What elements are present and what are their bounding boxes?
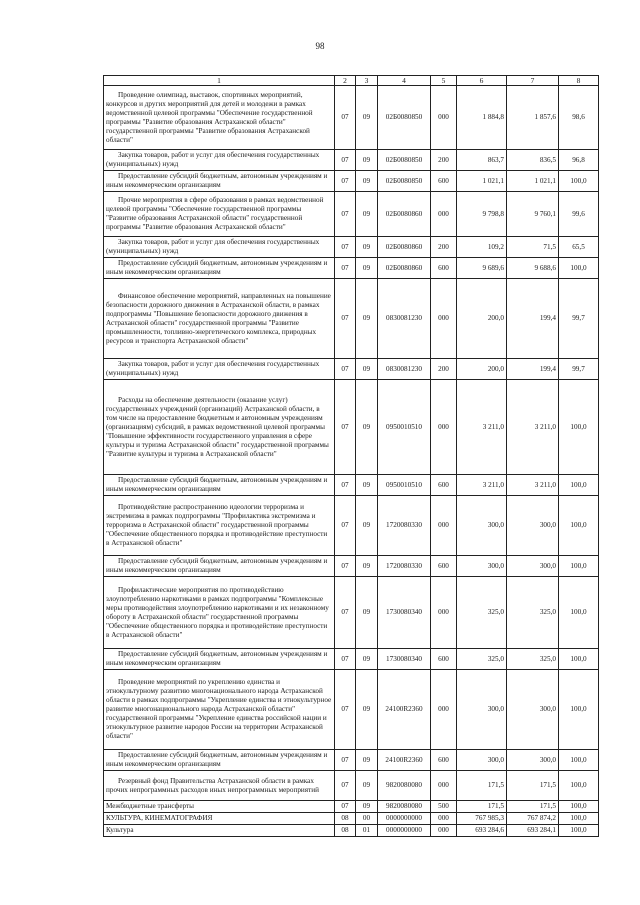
- table-row: [104, 359, 599, 380]
- expense-name: Межбюджетные трансферты: [104, 801, 335, 813]
- expense-type-code: 000: [431, 86, 457, 150]
- subsection-code: 09: [356, 86, 378, 150]
- actual-amount: 171,5: [507, 801, 559, 813]
- expense-name: Закупка товаров, работ и услуг для обеспечения государственных (муниципальных) нужд: [104, 150, 335, 171]
- table-row: [104, 556, 599, 577]
- subsection-code: 09: [356, 258, 378, 279]
- execution-percent: 100,0: [559, 801, 599, 813]
- execution-percent: 100,0: [559, 475, 599, 496]
- expense-type-code: 000: [431, 279, 457, 359]
- planned-amount: 325,0: [457, 649, 507, 670]
- planned-amount: 767 985,3: [457, 813, 507, 825]
- target-article-code: 02Б0080860: [378, 258, 431, 279]
- target-article-code: 9820080080: [378, 771, 431, 801]
- execution-percent: 99,7: [559, 279, 599, 359]
- table-row: [104, 750, 599, 771]
- expense-type-code: 200: [431, 237, 457, 258]
- expense-type-code: 000: [431, 825, 457, 837]
- actual-amount: 836,5: [507, 150, 559, 171]
- table-row: [104, 237, 599, 258]
- subsection-code: 09: [356, 237, 378, 258]
- expense-type-code: 600: [431, 171, 457, 192]
- target-article-code: 24100R2360: [378, 750, 431, 771]
- execution-percent: 100,0: [559, 771, 599, 801]
- target-article-code: 1730080340: [378, 649, 431, 670]
- target-article-code: 0830081230: [378, 359, 431, 380]
- actual-amount: 300,0: [507, 496, 559, 556]
- actual-amount: 1 021,1: [507, 171, 559, 192]
- section-code: 07: [335, 279, 356, 359]
- actual-amount: 9 760,1: [507, 192, 559, 237]
- expense-type-code: 000: [431, 496, 457, 556]
- column-number: 3: [356, 76, 378, 86]
- expense-type-code: 600: [431, 556, 457, 577]
- section-code: 08: [335, 825, 356, 837]
- expense-name: Противодействие распространению идеологии терроризма и экстремизма в рамках подпрограммы "Профилактика экстремизма и терроризма в Астраханской области" государственной программы "Обеспечение общественного порядка и противодействие преступности в Астраханской области": [104, 496, 335, 556]
- subsection-code: 09: [356, 556, 378, 577]
- target-article-code: 02Б0080850: [378, 171, 431, 192]
- expense-name: Прочие мероприятия в сфере образования в рамках ведомственной целевой программы "Обеспечение государственной программы "Развитие образования Астраханской области" государственной программы "Развитие образования Астраханской области": [104, 192, 335, 237]
- actual-amount: 3 211,0: [507, 380, 559, 475]
- planned-amount: 1 884,8: [457, 86, 507, 150]
- target-article-code: 02Б0080850: [378, 86, 431, 150]
- expense-type-code: 200: [431, 359, 457, 380]
- section-code: 07: [335, 380, 356, 475]
- target-article-code: 0950010510: [378, 380, 431, 475]
- expense-name: Предоставление субсидий бюджетным, автономным учреждениям и иным некоммерческим организациям: [104, 649, 335, 670]
- actual-amount: 171,5: [507, 771, 559, 801]
- target-article-code: 02Б0080860: [378, 192, 431, 237]
- target-article-code: 1730080340: [378, 577, 431, 649]
- table-row: [104, 192, 599, 237]
- column-number: 2: [335, 76, 356, 86]
- expense-type-code: 000: [431, 577, 457, 649]
- section-code: 07: [335, 359, 356, 380]
- actual-amount: 300,0: [507, 750, 559, 771]
- execution-percent: 99,7: [559, 359, 599, 380]
- target-article-code: 02Б0080850: [378, 150, 431, 171]
- expense-name: Финансовое обеспечение мероприятий, направленных на повышение безопасности дорожного движения в Астраханской области, в рамках подпрограммы "Повышение безопасности дорожного движения в Астраханской области" государственной программы "Развитие промышленности, топливно-энергетического комплекса, природных ресурсов и транспорта Астраханской области": [104, 279, 335, 359]
- table-row: [104, 649, 599, 670]
- expense-name: Закупка товаров, работ и услуг для обеспечения государственных (муниципальных) нужд: [104, 359, 335, 380]
- expense-type-code: 000: [431, 771, 457, 801]
- planned-amount: 300,0: [457, 750, 507, 771]
- section-code: 07: [335, 801, 356, 813]
- section-code: 07: [335, 556, 356, 577]
- actual-amount: 767 874,2: [507, 813, 559, 825]
- actual-amount: 325,0: [507, 577, 559, 649]
- subsection-code: 09: [356, 801, 378, 813]
- column-number: 1: [104, 76, 335, 86]
- subsection-code: 09: [356, 670, 378, 750]
- target-article-code: 24100R2360: [378, 670, 431, 750]
- planned-amount: 325,0: [457, 577, 507, 649]
- subsection-code: 09: [356, 771, 378, 801]
- actual-amount: 300,0: [507, 670, 559, 750]
- expense-type-code: 000: [431, 670, 457, 750]
- subsection-code: 09: [356, 475, 378, 496]
- planned-amount: 300,0: [457, 670, 507, 750]
- table-row: [104, 150, 599, 171]
- planned-amount: 3 211,0: [457, 380, 507, 475]
- section-code: 07: [335, 237, 356, 258]
- table-row: [104, 171, 599, 192]
- table-row: [104, 496, 599, 556]
- budget-table: [103, 75, 599, 837]
- section-code: 07: [335, 496, 356, 556]
- actual-amount: 300,0: [507, 556, 559, 577]
- planned-amount: 3 211,0: [457, 475, 507, 496]
- table-row: [104, 801, 599, 813]
- execution-percent: 98,6: [559, 86, 599, 150]
- column-number: 4: [378, 76, 431, 86]
- subsection-code: 09: [356, 171, 378, 192]
- planned-amount: 109,2: [457, 237, 507, 258]
- actual-amount: 199,4: [507, 359, 559, 380]
- actual-amount: 9 688,6: [507, 258, 559, 279]
- section-code: 07: [335, 771, 356, 801]
- subsection-code: 09: [356, 750, 378, 771]
- column-number: 8: [559, 76, 599, 86]
- section-code: 07: [335, 258, 356, 279]
- planned-amount: 300,0: [457, 496, 507, 556]
- subsection-code: 09: [356, 150, 378, 171]
- section-code: 08: [335, 813, 356, 825]
- subsection-code: 09: [356, 380, 378, 475]
- planned-amount: 9 689,6: [457, 258, 507, 279]
- expense-name: Профилактические мероприятия по противодействию злоупотреблению наркотиками в рамках подпрограммы "Комплексные меры противодействия злоупотреблению наркотиками и их незаконному обороту в Астраханской области" государственной программы "Обеспечение общественного порядка и противодействие преступности в Астраханской области": [104, 577, 335, 649]
- expense-name: КУЛЬТУРА, КИНЕМАТОГРАФИЯ: [104, 813, 335, 825]
- section-code: 07: [335, 86, 356, 150]
- execution-percent: 100,0: [559, 649, 599, 670]
- subsection-code: 09: [356, 359, 378, 380]
- execution-percent: 100,0: [559, 577, 599, 649]
- target-article-code: 9820080080: [378, 801, 431, 813]
- section-code: 07: [335, 670, 356, 750]
- expense-type-code: 600: [431, 258, 457, 279]
- execution-percent: 65,5: [559, 237, 599, 258]
- expense-name: Предоставление субсидий бюджетным, автономным учреждениям и иным некоммерческим организациям: [104, 556, 335, 577]
- table-row: [104, 577, 599, 649]
- expense-type-code: 600: [431, 475, 457, 496]
- subsection-code: 01: [356, 825, 378, 837]
- expense-type-code: 600: [431, 750, 457, 771]
- section-code: 07: [335, 150, 356, 171]
- section-code: 07: [335, 192, 356, 237]
- actual-amount: 3 211,0: [507, 475, 559, 496]
- planned-amount: 863,7: [457, 150, 507, 171]
- expense-type-code: 200: [431, 150, 457, 171]
- execution-percent: 100,0: [559, 750, 599, 771]
- execution-percent: 100,0: [559, 813, 599, 825]
- column-number: 5: [431, 76, 457, 86]
- target-article-code: 02Б0080860: [378, 237, 431, 258]
- table-row: [104, 813, 599, 825]
- expense-type-code: 000: [431, 813, 457, 825]
- expense-name: Культура: [104, 825, 335, 837]
- target-article-code: 0830081230: [378, 279, 431, 359]
- expense-type-code: 000: [431, 380, 457, 475]
- page-number: 98: [315, 41, 325, 51]
- expense-type-code: 000: [431, 192, 457, 237]
- target-article-code: 1720080330: [378, 496, 431, 556]
- expense-name: Предоставление субсидий бюджетным, автономным учреждениям и иным некоммерческим организациям: [104, 750, 335, 771]
- table-row: [104, 86, 599, 150]
- expense-name: Резервный фонд Правительства Астраханской области в рамках прочих непрограммных расходов иных непрограммных мероприятий: [104, 771, 335, 801]
- execution-percent: 100,0: [559, 556, 599, 577]
- table-row: [104, 380, 599, 475]
- subsection-code: 09: [356, 192, 378, 237]
- execution-percent: 100,0: [559, 670, 599, 750]
- planned-amount: 171,5: [457, 801, 507, 813]
- expense-name: Предоставление субсидий бюджетным, автономным учреждениям и иным некоммерческим организациям: [104, 475, 335, 496]
- section-code: 07: [335, 475, 356, 496]
- actual-amount: 71,5: [507, 237, 559, 258]
- expense-name: Проведение олимпиад, выставок, спортивных мероприятий, конкурсов и других мероприятий для детей и молодежи в рамках ведомственной целевой программы "Обеспечение государственной программы "Развитие образования Астраханской области" государственной программы "Развитие образования Астраханской области": [104, 86, 335, 150]
- subsection-code: 09: [356, 577, 378, 649]
- planned-amount: 1 021,1: [457, 171, 507, 192]
- execution-percent: 100,0: [559, 258, 599, 279]
- planned-amount: 693 284,6: [457, 825, 507, 837]
- subsection-code: 00: [356, 813, 378, 825]
- subsection-code: 09: [356, 649, 378, 670]
- execution-percent: 99,6: [559, 192, 599, 237]
- column-number: 7: [507, 76, 559, 86]
- target-article-code: 0950010510: [378, 475, 431, 496]
- execution-percent: 100,0: [559, 496, 599, 556]
- target-article-code: 0000000000: [378, 825, 431, 837]
- expense-type-code: 500: [431, 801, 457, 813]
- execution-percent: 100,0: [559, 380, 599, 475]
- actual-amount: 693 284,1: [507, 825, 559, 837]
- section-code: 07: [335, 649, 356, 670]
- table-row: [104, 771, 599, 801]
- planned-amount: 9 798,8: [457, 192, 507, 237]
- subsection-code: 09: [356, 496, 378, 556]
- target-article-code: 0000000000: [378, 813, 431, 825]
- actual-amount: 1 857,6: [507, 86, 559, 150]
- column-number: 6: [457, 76, 507, 86]
- expense-type-code: 600: [431, 649, 457, 670]
- actual-amount: 199,4: [507, 279, 559, 359]
- subsection-code: 09: [356, 279, 378, 359]
- table-row: [104, 475, 599, 496]
- table-row: [104, 258, 599, 279]
- expense-name: Проведение мероприятий по укреплению единства и этнокультурному развитию многонационального народа Астраханской области в рамках подпрограммы "Укрепление единства и этнокультурное развитие многонационального народа Астраханской области" государственной программы "Укрепление единства российской нации и этнокультурное развитие народов России на территории Астраханской области": [104, 670, 335, 750]
- expense-name: Предоставление субсидий бюджетным, автономным учреждениям и иным некоммерческим организациям: [104, 258, 335, 279]
- execution-percent: 96,8: [559, 150, 599, 171]
- planned-amount: 200,0: [457, 279, 507, 359]
- column-number-row: [104, 76, 599, 86]
- execution-percent: 100,0: [559, 171, 599, 192]
- section-code: 07: [335, 750, 356, 771]
- planned-amount: 200,0: [457, 359, 507, 380]
- planned-amount: 300,0: [457, 556, 507, 577]
- expense-name: Закупка товаров, работ и услуг для обеспечения государственных (муниципальных) нужд: [104, 237, 335, 258]
- section-code: 07: [335, 577, 356, 649]
- expense-name: Расходы на обеспечение деятельности (оказание услуг) государственных учреждений (организаций) Астраханской области, в том числе на предоставление бюджетным и автономным учреждениям (организациям) субсидий, в рамках ведомственной целевой программы "Повышение эффективности государственного управления в сфере культуры и туризма Астраханской области" государственной программы "Развитие культуры и туризма в Астраханской области": [104, 380, 335, 475]
- planned-amount: 171,5: [457, 771, 507, 801]
- table-row: [104, 279, 599, 359]
- actual-amount: 325,0: [507, 649, 559, 670]
- section-code: 07: [335, 171, 356, 192]
- execution-percent: 100,0: [559, 825, 599, 837]
- expense-name: Предоставление субсидий бюджетным, автономным учреждениям и иным некоммерческим организациям: [104, 171, 335, 192]
- table-row: [104, 670, 599, 750]
- target-article-code: 1720080330: [378, 556, 431, 577]
- table-row: [104, 825, 599, 837]
